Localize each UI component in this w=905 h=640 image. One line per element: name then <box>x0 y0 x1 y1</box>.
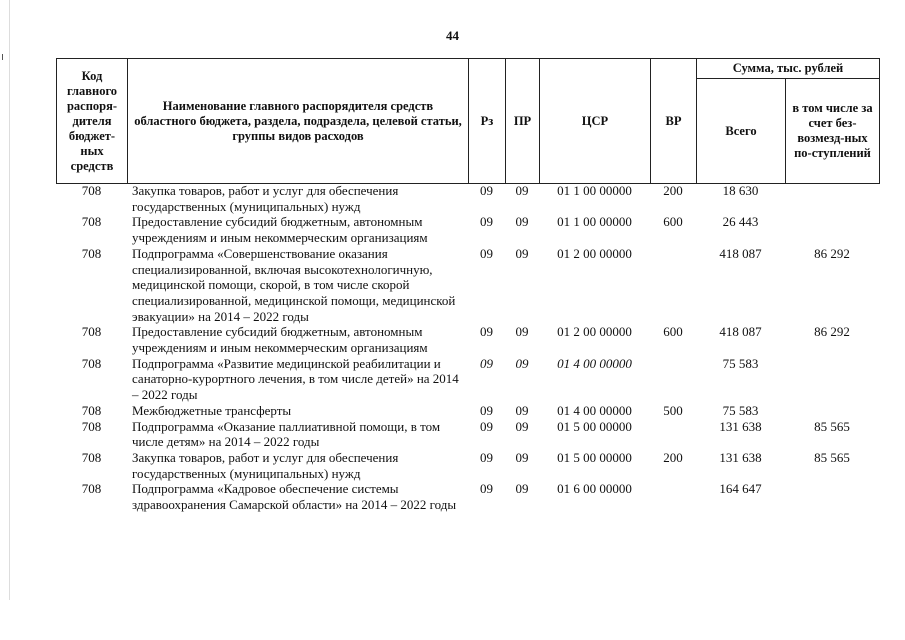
cell-pr: 09 <box>515 355 529 371</box>
cell-vr: 600 <box>663 324 683 340</box>
cell-rz: 09 <box>480 214 493 230</box>
cell-csr: 01 1 00 00000 <box>557 214 632 230</box>
scan-edge-line <box>9 0 10 600</box>
header-vr: ВР <box>651 59 697 184</box>
header-total: Всего <box>697 79 786 184</box>
cell-free <box>785 403 879 419</box>
cell-name: Подпрограмма «Оказание паллиативной помощи, в том числе детям» на 2014 – 2022 годы <box>132 418 441 450</box>
cell-vr: 200 <box>663 449 683 465</box>
cell-name: Подпрограмма «Совершенствование оказания специализированной, включая высокотехнологичную, медицинской помощи, скорой, в том числе скорой специализированной, медицинской помощи, медицинской эвакуации» на 2014 – 2022 годы <box>132 245 456 324</box>
cell-total: 18 630 <box>722 183 759 198</box>
cell-total: 418 087 <box>719 324 762 340</box>
cell-code: 708 <box>81 245 102 261</box>
cell-name: Закупка товаров, работ и услуг для обеспечения государственных (муниципальных) нужд <box>132 449 399 481</box>
header-csr: ЦСР <box>540 59 651 184</box>
cell-vr <box>650 481 696 512</box>
cell-csr: 01 6 00 00000 <box>557 481 632 497</box>
cell-rz: 09 <box>480 449 493 465</box>
cell-rz: 09 <box>480 418 493 434</box>
cell-free: 85 565 <box>814 449 850 465</box>
scan-edge-mark <box>2 54 3 60</box>
table-row <box>56 403 879 419</box>
table-row <box>56 356 879 403</box>
cell-pr: 09 <box>515 214 529 230</box>
cell-code: 708 <box>81 324 102 340</box>
cell-vr: 200 <box>663 183 683 198</box>
cell-free <box>785 214 879 245</box>
cell-total: 164 647 <box>719 481 762 497</box>
cell-name: Закупка товаров, работ и услуг для обеспечения государственных (муниципальных) нужд <box>132 183 399 214</box>
cell-vr: 500 <box>663 402 683 418</box>
table-row <box>56 183 879 214</box>
table-row <box>56 419 879 450</box>
page-number: 44 <box>446 28 459 43</box>
cell-pr: 09 <box>515 449 529 465</box>
cell-total: 418 087 <box>719 245 762 261</box>
cell-rz: 09 <box>480 324 493 340</box>
table-header <box>56 58 880 184</box>
cell-vr: 600 <box>663 214 683 230</box>
cell-name: Предоставление субсидий бюджетным, автономным учреждениям и иным некоммерческим организациям <box>132 214 428 246</box>
cell-pr: 09 <box>515 481 529 497</box>
table-row <box>56 246 879 325</box>
cell-free: 86 292 <box>814 245 850 261</box>
cell-vr <box>650 419 696 450</box>
cell-total: 131 638 <box>719 418 762 434</box>
table-row <box>56 450 879 481</box>
cell-code: 708 <box>81 418 102 434</box>
cell-vr <box>650 246 696 325</box>
cell-name: Подпрограмма «Развитие медицинской реабилитации и санаторно-курортного лечения, в том числе детей» на 2014 – 2022 годы <box>132 355 459 403</box>
cell-free <box>785 356 879 403</box>
cell-pr: 09 <box>515 402 529 418</box>
cell-free <box>785 183 879 214</box>
cell-code: 708 <box>81 449 102 465</box>
cell-rz: 09 <box>480 355 493 371</box>
cell-free: 86 292 <box>814 324 850 340</box>
cell-pr: 09 <box>515 324 529 340</box>
cell-csr: 01 2 00 00000 <box>557 245 632 261</box>
cell-name: Подпрограмма «Кадровое обеспечение системы здравоохранения Самарской области» на 2014 – 2022 годы <box>132 481 457 513</box>
table-row <box>56 481 879 512</box>
header-rz: Рз <box>469 59 506 184</box>
cell-vr <box>650 356 696 403</box>
table-body <box>56 183 879 513</box>
cell-csr: 01 5 00 00000 <box>557 449 632 465</box>
header-sum: Сумма, тыс. рублей <box>697 59 880 79</box>
cell-code: 708 <box>81 214 102 230</box>
cell-csr: 01 2 00 00000 <box>557 324 632 340</box>
cell-pr: 09 <box>515 183 529 198</box>
header-pr: ПР <box>506 59 540 184</box>
cell-csr: 01 1 00 00000 <box>557 183 632 198</box>
cell-code: 708 <box>81 355 102 371</box>
cell-name: Межбюджетные трансферты <box>132 402 292 418</box>
cell-code: 708 <box>81 183 102 198</box>
cell-rz: 09 <box>480 183 493 198</box>
header-name: Наименование главного распорядителя средств областного бюджета, раздела, подраздела, целевой статьи, группы видов расходов <box>128 59 469 184</box>
cell-csr: 01 5 00 00000 <box>557 418 632 434</box>
cell-rz: 09 <box>480 402 493 418</box>
cell-name: Предоставление субсидий бюджетным, автономным учреждениям и иным некоммерческим организациям <box>132 324 428 356</box>
cell-csr: 01 4 00 00000 <box>557 355 632 371</box>
header-free: в том числе за счет без-возмезд-ных по-ступлений <box>786 79 880 184</box>
cell-total: 75 583 <box>722 355 759 371</box>
cell-total: 26 443 <box>722 214 759 230</box>
table-row <box>56 324 879 355</box>
cell-code: 708 <box>81 481 102 497</box>
cell-total: 75 583 <box>722 402 759 418</box>
cell-pr: 09 <box>515 245 529 261</box>
cell-code: 708 <box>81 402 102 418</box>
cell-pr: 09 <box>515 418 529 434</box>
cell-csr: 01 4 00 00000 <box>557 402 632 418</box>
cell-total: 131 638 <box>719 449 762 465</box>
cell-rz: 09 <box>480 481 493 497</box>
table-row <box>56 214 879 245</box>
header-code: Код главного распоря-дителя бюджет-ных средств <box>57 59 128 184</box>
cell-free: 85 565 <box>814 418 850 434</box>
cell-rz: 09 <box>480 245 493 261</box>
cell-free <box>785 481 879 512</box>
